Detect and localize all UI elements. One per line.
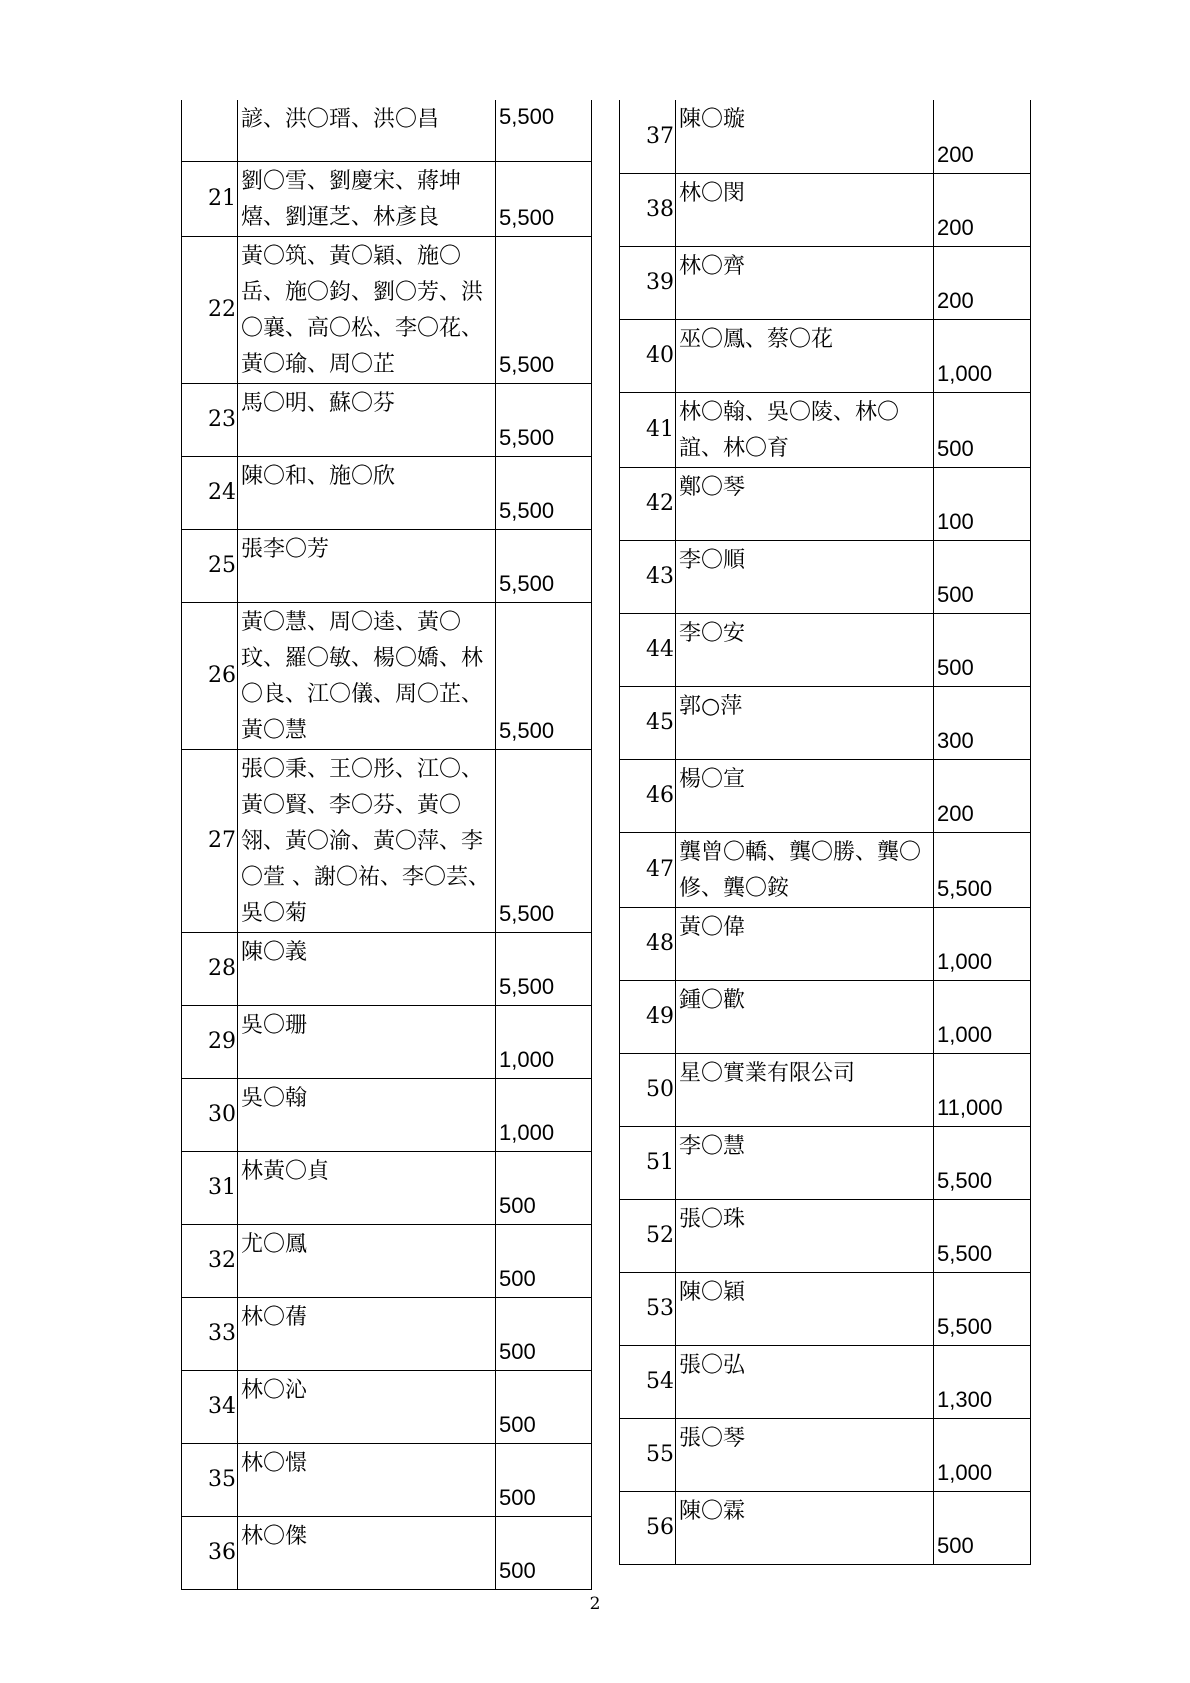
row-number: 24 [182, 456, 238, 529]
row-number: 49 [620, 980, 676, 1053]
donor-names: 巫〇鳳、蔡〇花 [676, 319, 934, 392]
row-number: 23 [182, 383, 238, 456]
donor-names: 林〇齊 [676, 246, 934, 319]
donor-names: 林〇翰、吳〇陵、林〇誼、林〇育 [676, 392, 934, 467]
donation-table-left [181, 100, 592, 1590]
donation-amount: 200 [934, 173, 1031, 246]
donor-names: 陳〇璇 [676, 100, 934, 173]
donation-amount: 500 [496, 1224, 592, 1297]
donation-amount: 200 [934, 759, 1031, 832]
donation-amount: 5,500 [496, 749, 592, 932]
donor-names: 鍾〇歡 [676, 980, 934, 1053]
row-number: 27 [182, 749, 238, 932]
donation-amount: 5,500 [934, 832, 1031, 907]
row-number: 46 [620, 759, 676, 832]
donation-amount: 200 [934, 246, 1031, 319]
table-row [182, 1151, 592, 1224]
donation-amount: 500 [496, 1443, 592, 1516]
donation-amount: 5,500 [496, 236, 592, 383]
donor-names: 吳〇翰 [238, 1078, 496, 1151]
table-row [182, 529, 592, 602]
donation-amount: 5,500 [496, 383, 592, 456]
table-row [182, 1516, 592, 1589]
donor-names: 李〇安 [676, 613, 934, 686]
donor-names: 劉〇雪、劉慶宋、蔣坤熺、劉運芝、林彥良 [238, 161, 496, 236]
donor-names: 李〇順 [676, 540, 934, 613]
donation-amount: 500 [934, 613, 1031, 686]
row-number: 55 [620, 1418, 676, 1491]
table-row [182, 383, 592, 456]
table-row [182, 602, 592, 749]
row-number: 56 [620, 1491, 676, 1564]
row-number: 32 [182, 1224, 238, 1297]
table-row [182, 932, 592, 1005]
row-number: 31 [182, 1151, 238, 1224]
donor-names: 諺、洪〇瑨、洪〇昌 [238, 100, 496, 161]
donor-names: 黃〇筑、黃〇穎、施〇岳、施〇鈞、劉〇芳、洪〇襄、高〇松、李〇花、黃〇瑜、周〇芷 [238, 236, 496, 383]
donor-names: 星〇實業有限公司 [676, 1053, 934, 1126]
table-row [620, 1345, 1031, 1418]
donor-names: 楊〇宣 [676, 759, 934, 832]
donor-names: 馬〇明、蘇〇芬 [238, 383, 496, 456]
donor-names: 李〇慧 [676, 1126, 934, 1199]
donation-amount: 5,500 [496, 161, 592, 236]
donor-names: 林黃〇貞 [238, 1151, 496, 1224]
table-row [620, 1491, 1031, 1564]
row-number: 53 [620, 1272, 676, 1345]
table-row [620, 1126, 1031, 1199]
donation-amount: 500 [934, 392, 1031, 467]
row-number: 38 [620, 173, 676, 246]
table-row [182, 1370, 592, 1443]
donation-amount: 5,500 [934, 1272, 1031, 1345]
table-row [182, 749, 592, 932]
donation-amount: 500 [496, 1516, 592, 1589]
table-row [620, 980, 1031, 1053]
row-number: 47 [620, 832, 676, 907]
table-row [620, 392, 1031, 467]
donor-names: 林〇憬 [238, 1443, 496, 1516]
row-number: 39 [620, 246, 676, 319]
donor-names: 黃〇偉 [676, 907, 934, 980]
donor-names: 郭○萍 [676, 686, 934, 759]
donation-amount: 1,000 [496, 1005, 592, 1078]
donor-names: 黃〇慧、周〇逵、黃〇玟、羅〇敏、楊〇嬌、林〇良、江〇儀、周〇芷、黃〇慧 [238, 602, 496, 749]
table-row [182, 100, 592, 161]
donor-names: 陳〇義 [238, 932, 496, 1005]
donation-amount: 1,300 [934, 1345, 1031, 1418]
table-row [182, 1297, 592, 1370]
row-number: 35 [182, 1443, 238, 1516]
table-row [182, 1005, 592, 1078]
donation-amount: 500 [496, 1151, 592, 1224]
table-row [182, 161, 592, 236]
row-number: 29 [182, 1005, 238, 1078]
table-row [620, 1418, 1031, 1491]
donor-names: 陳〇穎 [676, 1272, 934, 1345]
table-row [182, 1443, 592, 1516]
row-number: 25 [182, 529, 238, 602]
row-number: 54 [620, 1345, 676, 1418]
donor-names: 陳〇和、施〇欣 [238, 456, 496, 529]
table-row [620, 1199, 1031, 1272]
row-number: 51 [620, 1126, 676, 1199]
donation-table-right [619, 100, 1031, 1565]
row-number: 48 [620, 907, 676, 980]
donor-names: 林〇閔 [676, 173, 934, 246]
table-row [182, 236, 592, 383]
table-row [620, 907, 1031, 980]
page-number: 2 [589, 1594, 601, 1614]
row-number: 43 [620, 540, 676, 613]
donation-amount: 500 [496, 1297, 592, 1370]
donor-names: 張李〇芳 [238, 529, 496, 602]
row-number: 44 [620, 613, 676, 686]
table-row [620, 1053, 1031, 1126]
table-row [182, 1078, 592, 1151]
donor-names: 鄭〇琴 [676, 467, 934, 540]
table-row [620, 686, 1031, 759]
table-row [620, 613, 1031, 686]
table-row [182, 1224, 592, 1297]
donor-names: 林〇沁 [238, 1370, 496, 1443]
donor-names: 尤〇鳳 [238, 1224, 496, 1297]
row-number: 28 [182, 932, 238, 1005]
donation-amount: 5,500 [496, 529, 592, 602]
table-row [620, 100, 1031, 173]
donor-names: 林〇蒨 [238, 1297, 496, 1370]
row-number: 45 [620, 686, 676, 759]
table-row [620, 832, 1031, 907]
table-row [620, 1272, 1031, 1345]
donation-amount: 1,000 [934, 319, 1031, 392]
row-number: 30 [182, 1078, 238, 1151]
table-row [620, 540, 1031, 613]
donation-amount: 5,500 [496, 602, 592, 749]
table-row [182, 456, 592, 529]
row-number: 36 [182, 1516, 238, 1589]
table-row [620, 246, 1031, 319]
donation-amount: 500 [934, 540, 1031, 613]
donor-names: 陳〇霖 [676, 1491, 934, 1564]
donation-amount: 1,000 [934, 980, 1031, 1053]
row-number: 40 [620, 319, 676, 392]
donation-amount: 200 [934, 100, 1031, 173]
donor-names: 張〇秉、王〇彤、江〇、黃〇賢、李〇芬、黃〇翎、黃〇渝、黃〇萍、李〇萱 、謝〇祐、李〇芸、吳〇菊 [238, 749, 496, 932]
row-number: 22 [182, 236, 238, 383]
donation-amount: 5,500 [496, 932, 592, 1005]
donation-amount: 100 [934, 467, 1031, 540]
row-number [182, 100, 238, 161]
row-number: 26 [182, 602, 238, 749]
table-row [620, 467, 1031, 540]
donor-names: 林〇傑 [238, 1516, 496, 1589]
row-number: 37 [620, 100, 676, 173]
donor-names: 龔曾〇轎、龔〇勝、龔〇修、龔〇銨 [676, 832, 934, 907]
row-number: 50 [620, 1053, 676, 1126]
donation-amount: 5,500 [934, 1199, 1031, 1272]
table-row [620, 173, 1031, 246]
row-number: 42 [620, 467, 676, 540]
row-number: 33 [182, 1297, 238, 1370]
donation-amount: 300 [934, 686, 1031, 759]
donation-amount: 1,000 [934, 1418, 1031, 1491]
table-row [620, 759, 1031, 832]
donation-amount: 500 [934, 1491, 1031, 1564]
donation-amount: 500 [496, 1370, 592, 1443]
donor-names: 張〇弘 [676, 1345, 934, 1418]
row-number: 41 [620, 392, 676, 467]
row-number: 21 [182, 161, 238, 236]
row-number: 34 [182, 1370, 238, 1443]
donor-names: 張〇珠 [676, 1199, 934, 1272]
donation-amount: 5,500 [496, 100, 592, 161]
donor-names: 張〇琴 [676, 1418, 934, 1491]
table-row [620, 319, 1031, 392]
donation-amount: 11,000 [934, 1053, 1031, 1126]
donation-amount: 1,000 [496, 1078, 592, 1151]
donation-amount: 5,500 [934, 1126, 1031, 1199]
donation-amount: 1,000 [934, 907, 1031, 980]
donor-names: 吳〇珊 [238, 1005, 496, 1078]
row-number: 52 [620, 1199, 676, 1272]
donation-amount: 5,500 [496, 456, 592, 529]
